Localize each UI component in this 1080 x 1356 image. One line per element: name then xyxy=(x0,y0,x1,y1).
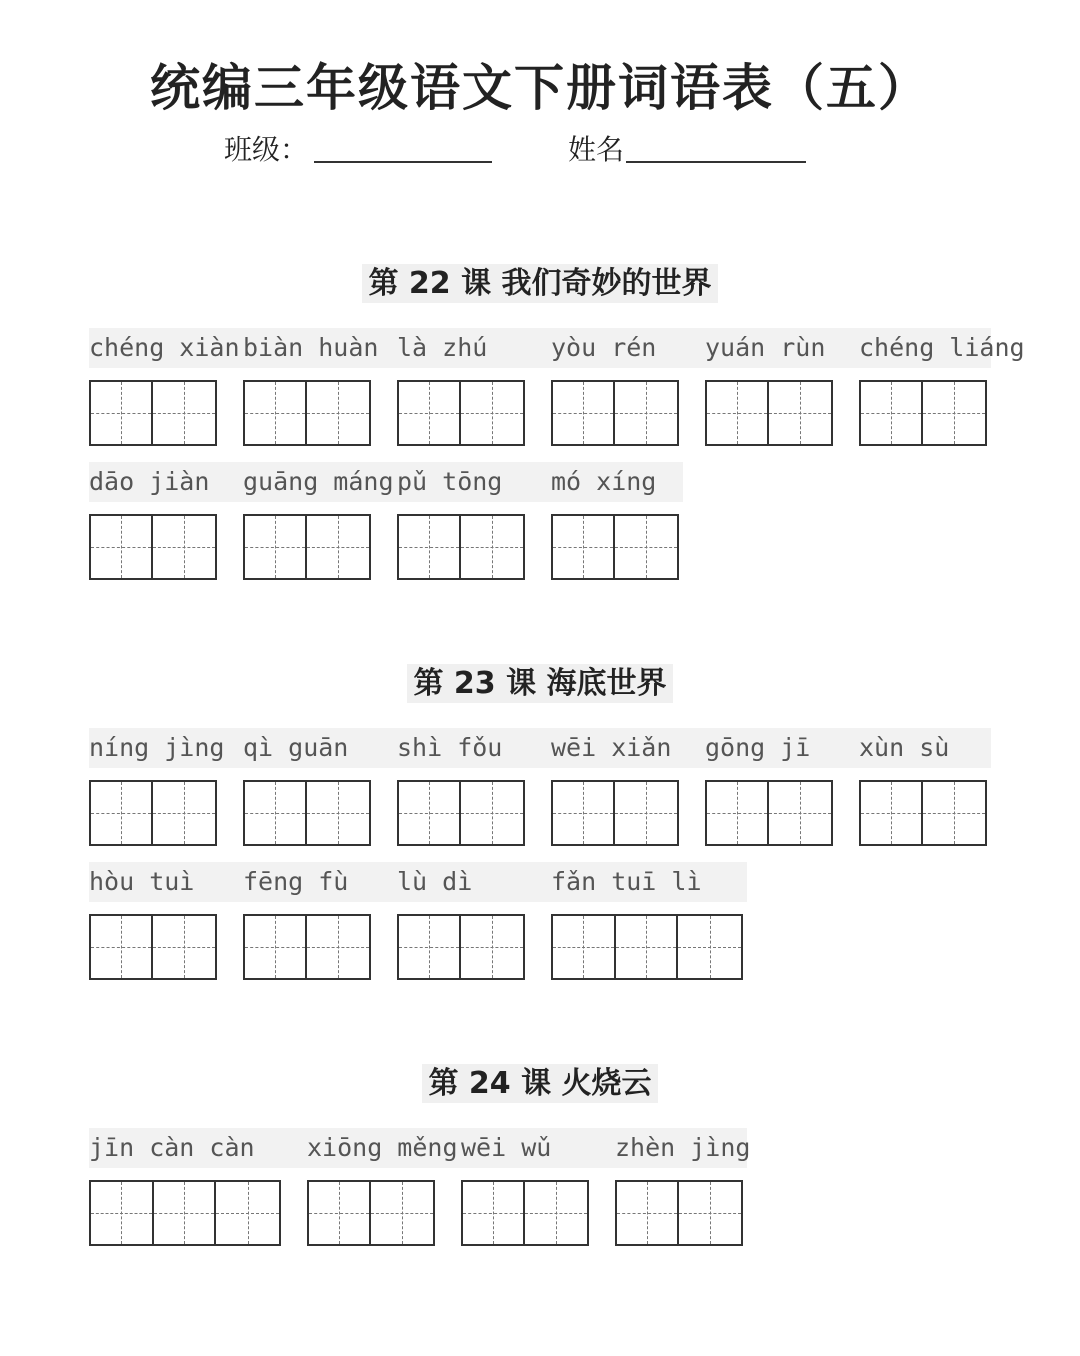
lesson-heading xyxy=(0,258,1080,302)
tianzige-cell[interactable] xyxy=(91,1182,154,1244)
lesson-heading-text: 第 22 课 我们奇妙的世界 xyxy=(362,264,717,303)
tianzige-cell[interactable] xyxy=(153,516,215,578)
lesson-heading xyxy=(0,1058,1080,1102)
tianzige-cell[interactable] xyxy=(309,1182,371,1244)
tianzige-cell[interactable] xyxy=(707,382,769,444)
writing-grid[interactable] xyxy=(551,380,679,446)
page-title: 统编三年级语文下册词语表（五） xyxy=(150,59,930,117)
tianzige-cell[interactable] xyxy=(307,782,369,844)
tianzige-cell[interactable] xyxy=(461,382,523,444)
tianzige-cell[interactable] xyxy=(91,382,153,444)
tianzige-cell[interactable] xyxy=(245,916,307,978)
pinyin-label: wēi xiǎn xyxy=(551,733,672,762)
writing-grid[interactable] xyxy=(89,914,217,980)
writing-grid[interactable] xyxy=(397,780,525,846)
tianzige-cell[interactable] xyxy=(615,382,677,444)
writing-grid[interactable] xyxy=(89,514,217,580)
tianzige-cell[interactable] xyxy=(245,782,307,844)
writing-grid[interactable] xyxy=(243,780,371,846)
pinyin-label: shì fǒu xyxy=(397,733,503,762)
tianzige-cell[interactable] xyxy=(461,916,523,978)
writing-grid[interactable] xyxy=(89,1180,281,1246)
tianzige-cell[interactable] xyxy=(615,516,677,578)
writing-grid[interactable] xyxy=(307,1180,435,1246)
tianzige-cell[interactable] xyxy=(615,782,677,844)
writing-grid[interactable] xyxy=(705,780,833,846)
lesson-heading xyxy=(0,658,1080,702)
tianzige-cell[interactable] xyxy=(923,382,985,444)
pinyin-label: là zhú xyxy=(397,333,488,362)
tianzige-cell[interactable] xyxy=(616,916,679,978)
writing-grid[interactable] xyxy=(397,914,525,980)
lesson-heading-text: 第 23 课 海底世界 xyxy=(407,664,672,703)
tianzige-cell[interactable] xyxy=(154,1182,217,1244)
tianzige-cell[interactable] xyxy=(399,516,461,578)
pinyin-label: biàn huàn xyxy=(243,333,379,362)
pinyin-label: fǎn tuī lì xyxy=(551,867,702,896)
writing-grid[interactable] xyxy=(397,514,525,580)
pinyin-label: xiōng měng xyxy=(307,1133,458,1162)
pinyin-label: hòu tuì xyxy=(89,867,195,896)
writing-grid[interactable] xyxy=(859,780,987,846)
pinyin-label: jīn càn càn xyxy=(89,1133,255,1162)
lesson-heading-text: 第 24 课 火烧云 xyxy=(422,1064,657,1103)
tianzige-cell[interactable] xyxy=(153,916,215,978)
tianzige-cell[interactable] xyxy=(91,782,153,844)
writing-grid[interactable] xyxy=(461,1180,589,1246)
tianzige-cell[interactable] xyxy=(553,916,616,978)
writing-grid[interactable] xyxy=(615,1180,743,1246)
pinyin-label: lù dì xyxy=(397,867,473,896)
pinyin-label: chéng liáng xyxy=(859,333,1025,362)
name-label: 姓名 xyxy=(568,133,625,166)
writing-grid[interactable] xyxy=(551,914,743,980)
tianzige-cell[interactable] xyxy=(617,1182,679,1244)
writing-grid[interactable] xyxy=(243,380,371,446)
tianzige-cell[interactable] xyxy=(91,916,153,978)
tianzige-cell[interactable] xyxy=(553,516,615,578)
tianzige-cell[interactable] xyxy=(153,382,215,444)
tianzige-cell[interactable] xyxy=(399,916,461,978)
tianzige-cell[interactable] xyxy=(678,916,741,978)
writing-grid[interactable] xyxy=(551,514,679,580)
tianzige-cell[interactable] xyxy=(399,382,461,444)
tianzige-cell[interactable] xyxy=(923,782,985,844)
tianzige-cell[interactable] xyxy=(307,516,369,578)
pinyin-label: zhèn jìng xyxy=(615,1133,751,1162)
pinyin-label: yuán rùn xyxy=(705,333,826,362)
tianzige-cell[interactable] xyxy=(461,516,523,578)
writing-grid[interactable] xyxy=(243,514,371,580)
tianzige-cell[interactable] xyxy=(307,382,369,444)
tianzige-cell[interactable] xyxy=(399,782,461,844)
pinyin-label: pǔ tōng xyxy=(397,467,503,496)
tianzige-cell[interactable] xyxy=(245,382,307,444)
pinyin-label: qì guān xyxy=(243,733,349,762)
pinyin-label: gōng jī xyxy=(705,733,811,762)
pinyin-label: xùn sù xyxy=(859,733,950,762)
pinyin-label: chéng xiàn xyxy=(89,333,240,362)
tianzige-cell[interactable] xyxy=(216,1182,279,1244)
tianzige-cell[interactable] xyxy=(553,382,615,444)
class-blank-line[interactable] xyxy=(314,161,492,163)
name-blank-line[interactable] xyxy=(626,161,806,163)
writing-grid[interactable] xyxy=(243,914,371,980)
writing-grid[interactable] xyxy=(89,780,217,846)
tianzige-cell[interactable] xyxy=(153,782,215,844)
pinyin-label: níng jìng xyxy=(89,733,225,762)
tianzige-cell[interactable] xyxy=(91,516,153,578)
tianzige-cell[interactable] xyxy=(371,1182,433,1244)
tianzige-cell[interactable] xyxy=(553,782,615,844)
pinyin-label: fēng fù xyxy=(243,867,349,896)
tianzige-cell[interactable] xyxy=(679,1182,741,1244)
pinyin-label: dāo jiàn xyxy=(89,467,210,496)
tianzige-cell[interactable] xyxy=(861,382,923,444)
student-fields xyxy=(0,128,1080,168)
tianzige-cell[interactable] xyxy=(307,916,369,978)
pinyin-label: wēi wǔ xyxy=(461,1133,552,1162)
pinyin-label: yòu rén xyxy=(551,333,657,362)
pinyin-label: mó xíng xyxy=(551,467,657,496)
tianzige-cell[interactable] xyxy=(861,782,923,844)
tianzige-cell[interactable] xyxy=(769,382,831,444)
writing-grid[interactable] xyxy=(89,380,217,446)
tianzige-cell[interactable] xyxy=(707,782,769,844)
writing-grid[interactable] xyxy=(551,780,679,846)
tianzige-cell[interactable] xyxy=(525,1182,587,1244)
tianzige-cell[interactable] xyxy=(463,1182,525,1244)
writing-grid[interactable] xyxy=(705,380,833,446)
class-label: 班级： xyxy=(224,133,309,166)
writing-grid[interactable] xyxy=(397,380,525,446)
tianzige-cell[interactable] xyxy=(769,782,831,844)
tianzige-cell[interactable] xyxy=(461,782,523,844)
writing-grid[interactable] xyxy=(859,380,987,446)
pinyin-label: guāng máng xyxy=(243,467,394,496)
tianzige-cell[interactable] xyxy=(245,516,307,578)
